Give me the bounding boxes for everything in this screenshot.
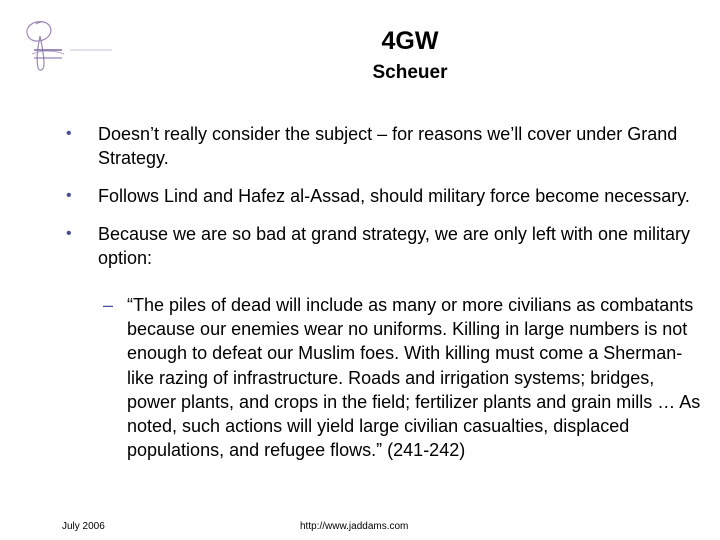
logo-icon — [14, 14, 124, 74]
bullet-item — [66, 184, 706, 208]
sub-bullet-item — [103, 293, 703, 462]
bullet-text: Follows Lind and Hafez al-Assad, should military force become necessary. — [98, 186, 690, 206]
slide-subtitle: Scheuer — [372, 62, 448, 83]
bullet-marker: • — [66, 187, 72, 204]
footer-url: http://www.jaddams.com — [300, 521, 409, 532]
bullet-text: Doesn’t really consider the subject – for reasons we’ll cover under Grand Strategy. — [98, 124, 678, 168]
slide-title: 4GW — [381, 27, 439, 55]
quote-block — [103, 293, 703, 462]
bullet-item — [66, 222, 706, 270]
bullet-list — [66, 122, 706, 284]
bullet-text: Because we are so bad at grand strategy, we are only left with one military option: — [98, 224, 690, 268]
bullet-marker: • — [66, 225, 72, 242]
bullet-item — [66, 122, 706, 170]
footer-date: July 2006 — [62, 521, 105, 532]
sub-bullet-marker: – — [103, 295, 114, 315]
quote-text: “The piles of dead will include as many or more civilians as combatants because our enemies wear no uniforms. Killing in large numbers is not enough to defeat our Muslim foes. With killing must come a Sherman-like razing of infrastructure. Roads and irrigation systems; bridges, power plants, and crops in the field; fertilizer plants and grain mills … As noted, such actions will yield large civilian casualties, displaced populations, and refugee flows.” (241-242) — [127, 295, 701, 461]
bullet-marker: • — [66, 125, 72, 142]
